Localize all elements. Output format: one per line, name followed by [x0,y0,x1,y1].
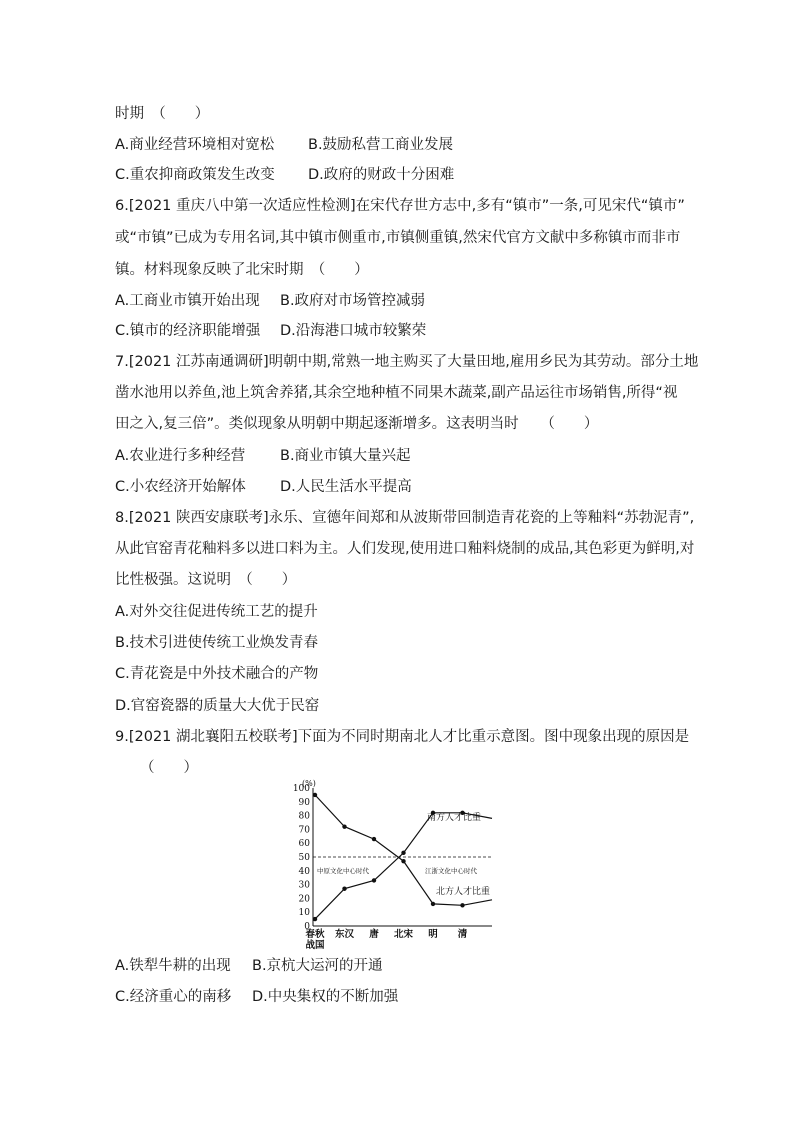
central-plains-era-annotation: 中原文化中心时代 [317,867,369,875]
north-data-point [460,903,464,907]
y-tick-label: 10 [298,908,310,919]
q9-stem-line-1: 9.[2021 湖北襄阳五校联考]下面为不同时期南北人才比重示意图。图中现象出现的原因是 [115,729,690,745]
north-data-point [313,793,317,797]
q8-option-d[interactable]: D.官窑瓷器的质量大大优于民窑 [115,698,320,714]
x-tick-label: 明 [428,929,438,940]
q6-option-a[interactable]: A.工商业市镇开始出现 [115,293,260,309]
q6-option-b[interactable]: B.政府对市场管控减弱 [280,293,426,309]
talent-ratio-chart [280,776,520,954]
north-data-point [342,824,346,828]
y-tick-label: 40 [298,866,310,877]
x-tick-label: 唐 [369,929,379,940]
q5-option-b[interactable]: B.鼓励私营工商业发展 [308,137,454,153]
q9-option-d[interactable]: D.中央集权的不断加强 [252,989,399,1005]
y-tick-label: 30 [298,880,310,891]
south-series-label: 南方人才比重 [427,813,482,823]
north-series-label: 北方人才比重 [436,887,491,897]
y-tick-label: 20 [298,894,310,905]
north-data-point [372,837,376,841]
south-data-point [313,917,317,921]
q9-option-a[interactable]: A.铁犁牛耕的出现 [115,958,231,974]
q9-option-b[interactable]: B.京杭大运河的开通 [252,958,383,974]
q5-option-c[interactable]: C.重农抑商政策发生改变 [115,167,275,183]
x-tick-label: 东汉 [334,929,355,940]
q7-option-b[interactable]: B.商业市镇大量兴起 [280,448,411,464]
y-tick-label: 80 [298,811,310,822]
y-tick-label: 60 [298,839,310,850]
q9-option-c[interactable]: C.经济重心的南移 [115,989,232,1005]
south-data-point [401,851,405,855]
q5-stem-tail: 时期 （ ） [115,106,210,122]
q7-stem-line-3: 田之入,复三倍”。类似现象从明朝中期起逐渐增多。这表明当时 （ ） [115,416,599,432]
north-data-point [401,859,405,863]
q5-option-a[interactable]: A.商业经营环境相对宽松 [115,137,275,153]
q7-stem-line-2: 凿水池用以养鱼,池上筑舍养猪,其余空地种植不同果木蔬菜,副产品运往市场销售,所得“视 [115,385,678,401]
y-tick-label: 0 [304,922,310,932]
q8-stem-line-1: 8.[2021 陕西安康联考]永乐、宣德年间郑和从波斯带回制造青花瓷的上等釉料“苏勃泥青”, [115,510,695,526]
jiangzhe-era-annotation: 江浙文化中心时代 [425,867,477,875]
q7-option-c[interactable]: C.小农经济开始解体 [115,479,246,495]
y-axis-unit: (%) [302,779,316,788]
y-tick-label: 50 [298,853,310,863]
q7-option-d[interactable]: D.人民生活水平提高 [280,479,412,495]
q5-option-d[interactable]: D.政府的财政十分困难 [308,167,455,183]
x-tick-label: 北宋 [393,929,414,940]
south-series-line [315,813,492,919]
south-data-point [372,878,376,882]
q6-stem-line-2: 或“市镇”已成为专用名词,其中镇市侧重市,市镇侧重镇,然宋代官方文献中多称镇市而非市 [115,230,681,246]
north-data-point [431,902,435,906]
south-data-point [342,887,346,891]
q6-option-d[interactable]: D.沿海港口城市较繁荣 [280,323,427,339]
q8-option-c[interactable]: C.青花瓷是中外技术融合的产物 [115,666,319,682]
q7-option-a[interactable]: A.农业进行多种经营 [115,448,246,464]
y-tick-label: 90 [298,797,310,808]
q6-stem-line-1: 6.[2021 重庆八中第一次适应性检测]在宋代存世方志中,多有“镇市”一条,可见宋代“镇市” [115,198,685,214]
q8-stem-line-2: 从此官窑青花釉料多以进口料为主。人们发现,使用进口釉料烧制的成品,其色彩更为鲜明,对 [115,541,695,557]
q8-option-a[interactable]: A.对外交往促进传统工艺的提升 [115,604,318,620]
y-tick-label: 100 [292,784,310,794]
y-tick-label: 70 [298,825,310,836]
q8-stem-line-3: 比性极强。这说明 （ ） [115,572,297,588]
q6-option-c[interactable]: C.镇市的经济职能增强 [115,323,261,339]
x-tick-label: 春秋战国 [305,929,325,951]
q6-stem-line-3: 镇。材料现象反映了北宋时期 （ ） [115,262,369,278]
q9-stem-line-2: （ ） [140,760,198,776]
q7-stem-line-1: 7.[2021 江苏南通调研]明朝中期,常熟一地主购买了大量田地,雇用乡民为其劳动。部分土地 [115,354,699,370]
x-tick-label: 清 [457,929,468,940]
q8-option-b[interactable]: B.技术引进使传统工业焕发青春 [115,635,319,651]
